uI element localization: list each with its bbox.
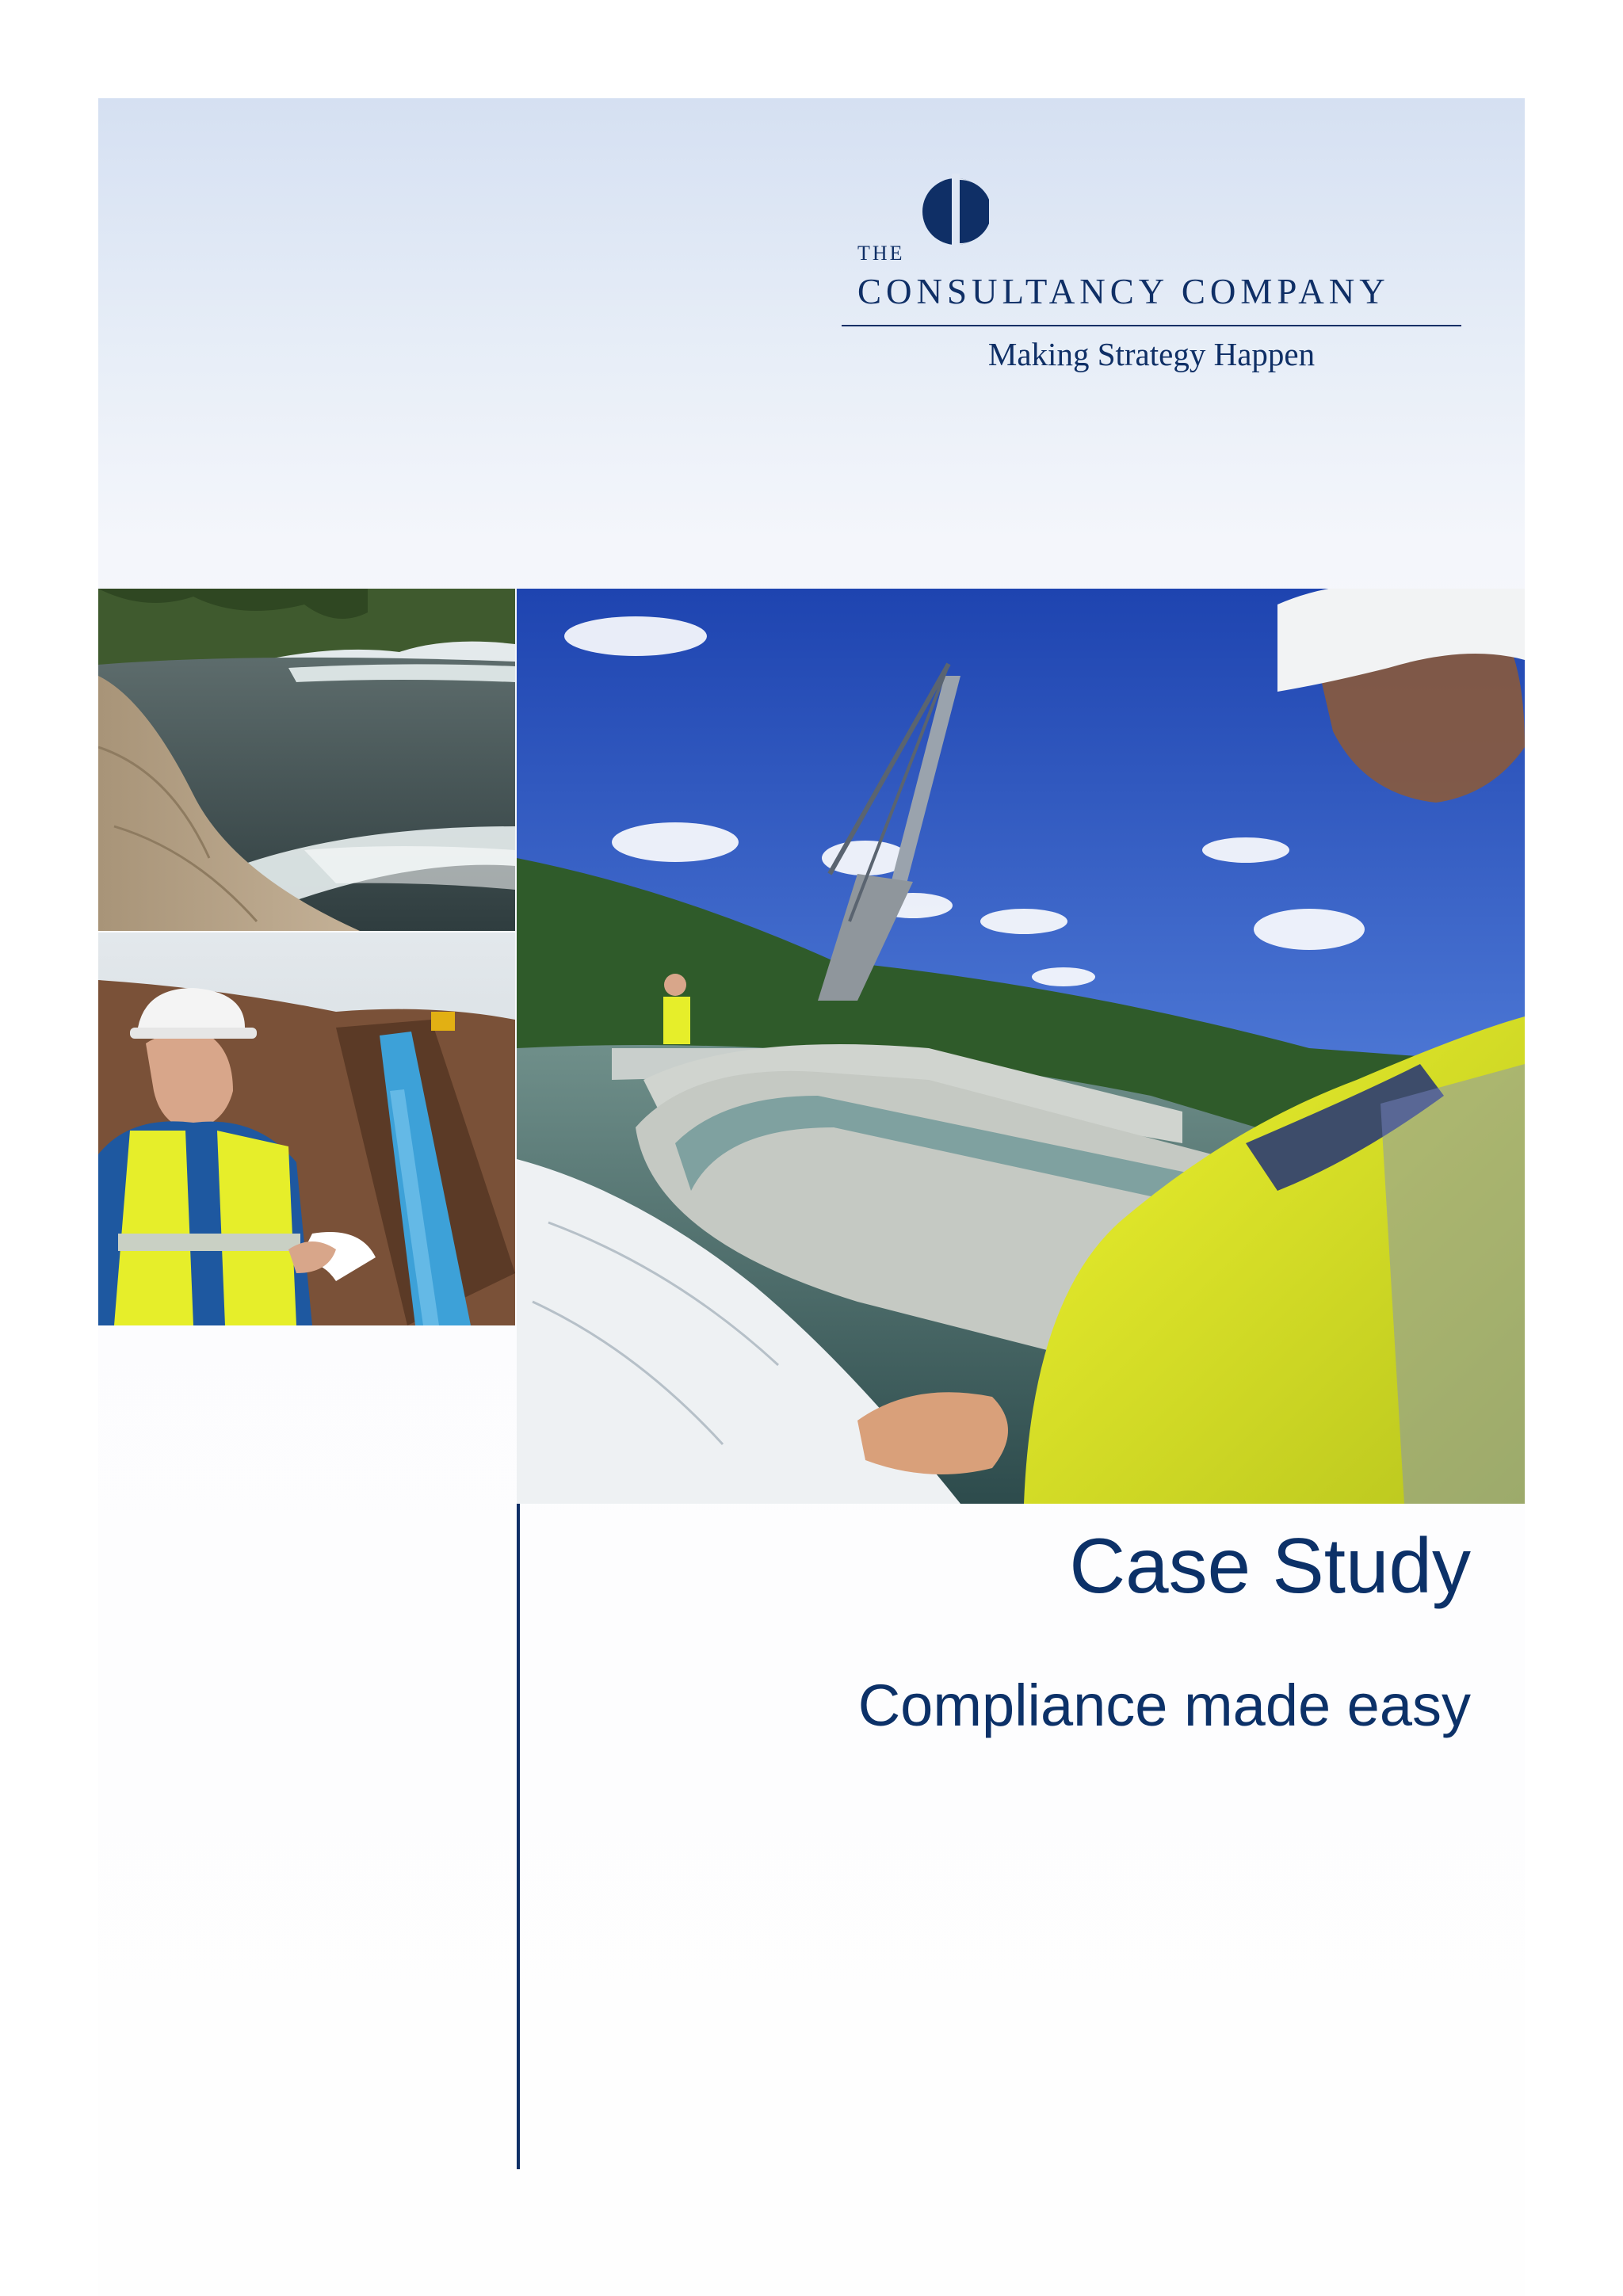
logo-mark-icon [910, 162, 989, 261]
vertical-divider [517, 1504, 520, 2169]
logo-divider [842, 325, 1461, 326]
water-treatment-engineer-photo [517, 589, 1525, 1504]
logo-company-name: CONSULTANCY COMPANY [857, 272, 1390, 311]
logo-tagline: Making Strategy Happen [987, 336, 1316, 372]
page-title: Case Study [1069, 1522, 1471, 1609]
page-subtitle: Compliance made easy [857, 1672, 1471, 1738]
logo-the-text: THE [857, 242, 905, 265]
river-weir-photo [98, 589, 515, 931]
pipeline-worker-photo [98, 933, 515, 1325]
company-logo [842, 162, 1461, 384]
